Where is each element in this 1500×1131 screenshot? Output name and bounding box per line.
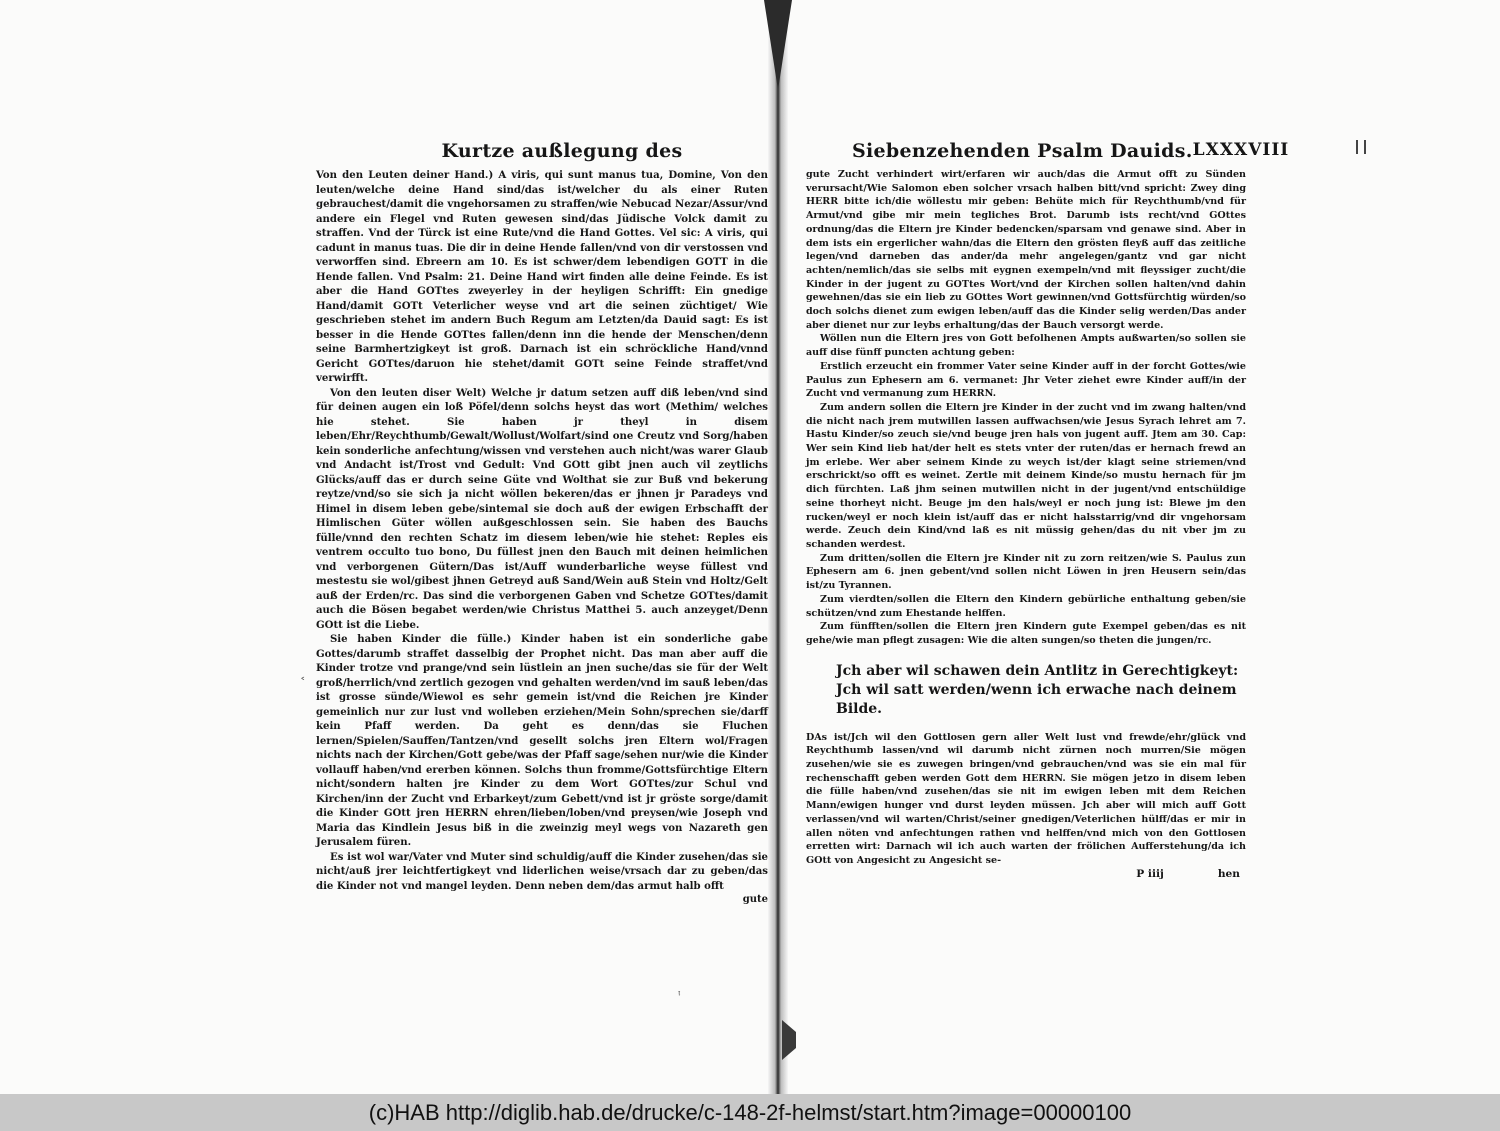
right-page [806,140,1290,880]
left-paragraph: Sie haben Kinder die fülle.) Kinder haben ist ein sonderliche gabe Gottes/darumb straffet dasselbig der Prophet nicht. Das man aber auff die Kinder trotze vnd prange/vnd sein lüstlein an jnen suche/das sie für der Welt groß/herrlich/vnd zertlich gezogen vnd gehalten werden/vnd im sauß leben/das ist grosse sünde/Wiewol es sehr gemein ist/vnd die Reichen jre Kinder gemeinlich nur zur lust vnd wolleben erziehen/Mein Sohn/sprechen sie/darff kein Pfaff werden. Da geht es denn/das sie Fluchen lernen/Spielen/Sauffen/Tantzen/vnd gesellt solchs jren Eltern wol/Fragen nichts nach der Kirchen/Gott gebe/was der Pfaff sage/sehen nur/wie die Kinder vollauff haben/vnd ererben können. Solchs thun fromme/Gottsfürchtige Eltern nicht/sondern halten jre Kinder zu dem Wort GOTtes/zur Schul vnd Kirchen/inn der Zucht vnd Erbarkeyt/zum Gebett/vnd ist jr gröste sorge/damit die Kinder GOtt jren HERRN ehren/lieben/loben/vnd preysen/wie Joseph vnd Maria das Kindlein Jesus biß in die zweinzig meyl wegs von Nazareth gen Jerusalem füren. [316,633,768,848]
right-paragraph: Erstlich erzeucht ein frommer Vater seine Kinder auff in der forcht Gottes/wie Paulus zun Ephesern am 6. vermanet: Jhr Veter ziehet ewre Kinder auff/in der Zucht vnd vermanung zum HERRN. [806,360,1246,400]
left-running-head: Kurtze außlegung des [441,140,683,162]
verse-commentary: DAs ist/Jch wil den Gottlosen gern aller Welt lust vnd frewde/ehr/glück vnd Reychthumb lassen/vnd wil darumb nicht zürnen noch murren/Sie mögen zusehen/wie sie es zuwegen bringen/vnd gebrauchen/vnd was sie ein mal für rechenschafft geben werden Gott dem HERRN. Sie mögen jetzo in disem leben die fülle haben/vnd zusehen/das sie nit im ewigen leben mit dem Reichen Mann/ewigen hunger vnd durst leyden müssen. Jch aber will mich auff Gott verlassen/vnd wil warten/Christ/seiner gnedigen/Veterlichen hülff/das er mir in allen nöten vnd anfechtungen rathen vnd helffen/vnd mich von den Gottlosen erretten wirt: Darnach wil ich auch warten der frölichen Aufferstehung/da ich GOtt von Angesicht zu Angesicht se- [806,731,1246,866]
left-page-body [316,168,768,893]
left-paragraph: Es ist wol war/Vater vnd Muter sind schuldig/auff die Kinder zusehen/das sie nicht/auß jrer leichtfertigkeyt vnd liderlichen weise/vrsach dar zu geben/das die Kinder not vnd mangel leyden. Denn neben dem/das armut halb offt [316,850,768,892]
gutter-shadow-top [764,0,792,90]
right-catchword: hen [1217,867,1240,880]
right-paragraph: Wöllen nun die Eltern jres von Gott befolhenen Ampts außwarten/so sollen sie auff dise fünff puncten achtung geben: [806,333,1246,359]
right-paragraph: Zum dritten/sollen die Eltern jre Kinder nit zu zorn reitzen/wie S. Paulus zun Ephesern am 6. jnen gebent/vnd sollen nicht Löwen in jren Heusern sein/das ist/zu Tyrannen. [806,552,1246,592]
folio-number: LXXXVIII [1192,140,1290,160]
footer-credit-link[interactable]: (c)HAB http://diglib.hab.de/drucke/c-148-2f-helmst/start.htm?image=00000100 [368,1100,1132,1125]
left-paragraph: Von den Leuten deiner Hand.) A viris, qui sunt manus tua, Domine, Von den leuten/welche deine Hand sind/das ist/welcher du als einer Ruten gebrauchest/damit die vngehorsamen zu straffen/wie Nebucad Nezar/Assur/vnd andere ein Flegel vnd Ruten gewesen sind/das Jüdische Volck damit zu straffen. Vnd der Türck ist eine Rute/vnd die Hand Gottes. Vel sic: A viris, qui cadunt in manus tuas. Die dir in deine Hende fallen/vnd von dir verstossen vnd verworffen sind. Ebreern am 10. Es ist schwer/dem lebendigen GOTT in die Hende fallen. Vnd Psalm: 21. Deine Hand wirt finden alle deine Feinde. Es ist aber die Hand GOTtes zweyerley in der heyligen Schrifft: Ein gnedige Hand/damit GOTt Veterlicher weyse vnd art die seinen züchtiget/ Wie geschrieben stehet im andern Buch Regum am Letzten/da Dauid sagt: Es ist besser in die Hende GOTtes fallen/denn inn die hende der Menschen/denn seine Barmhertzigkeyt ist groß. Darnach ist ein schröckliche Hand/vnnd Gericht GOTtes/daruon hie stehet/damit GOTt seine Feinde straffet/vnd verwirfft. [316,169,768,384]
right-running-head [806,140,1290,168]
right-paragraph: Zum vierdten/sollen die Eltern den Kindern gebürliche enthaltung geben/sie schützen/vnd zum Ehestande helffen. [806,593,1246,619]
left-page [316,140,768,905]
verse-commentary-body [806,731,1246,868]
right-page-body [806,168,1246,648]
psalm-verse: Jch aber wil schawen dein Antlitz in Gerechtigkeyt: Jch wil satt werden/wenn ich erwache nach deinem Bilde. [836,662,1239,717]
right-paragraph: Zum andern sollen die Eltern jre Kinder in der zucht vnd im zwang halten/vnd die nicht nach jrem mutwillen lassen auffwachsen/wie Jesus Syrach lehret am 7. Hastu Kinder/so zeuch sie/vnd beuge jren hals von jugent auff. Jtem am 30. Cap: Wer sein Kind lieb hat/der helt es stets vnter der ruten/das er hernach frewd an jm erlebe. Wer aber seinem Kinde zu weych ist/der klagt seine striemen/vnd erschrickt/so offt es weinet. Zertle mit deinem Kinde/so mustu hernach für jm dich fürchten. Laß jhm seinen mutwillen nicht in der jugent/vnd entschüldige seine thorheyt nicht. Beuge jm den hals/weyl er noch jung ist: Blewe jm den rucken/weyl er noch klein ist/auff das er nicht halsstarrig/vnd dir vngehorsam werde. Zeuch dein Kind/vnd laß es nit müssig gehen/das du nit vber jm zu schanden werdest. [806,401,1246,550]
left-catchword: gute [742,894,768,905]
book-gutter [768,0,788,1094]
stray-mark: ˂ [300,676,306,689]
left-paragraph: Von den leuten diser Welt) Welche jr datum setzen auff diß leben/vnd sind für deinen augen ein loß Pöfel/denn solchs heyst das wort (Methim/ welches hie stehet. Sie haben jr theyl in disem leben/Ehr/Reychthumb/Gewalt/Wollust/Wolfart/sind one Creutz vnd Sorg/haben kein sonderliche anfechtung/wissen vnd verstehen auch nicht/was warer Glaub vnd Andacht ist/Trost vnd Gedult: Vnd GOtt gibt jnen auch vil zeytlichs Glücks/auff das er durch seine Güte vnd Wolthat sie zur Buß vnd bekerung reytze/vnd/so sie sich ja nicht wöllen bekeren/das er jhnen jr Paradeys vnd Himel in disem leben gebe/sintemal sie doch auß der ewigen Erbschafft der Himlischen Güter wöllen außgeschlossen sein. Sie haben des Bauchs fülle/vnnd den rechten Schatz im diesem leben/wie hie stehet: Reples eis ventrem occulto tuo bono, Du füllest jnen den Bauch mit deinen heimlichen vnd verborgenen Gütern/Das ist/Auff wunderbarliche weyse füllest vnd mestestu sie wol/gibest jhnen Getreyd auß Sand/Wein auß Stein vnd Holtz/Gelt auß der Erden/rc. Das sind die verborgenen Gaben vnd Schetze GOTtes/damit auch die Bösen begabet werden/wie Christus Matthei 5. auch anzeyget/Denn GOtt ist die Liebe. [316,386,768,631]
signature-line [806,868,1246,880]
copyright-footer [0,1094,1500,1131]
right-running-head-title: Siebenzehenden Psalm Dauids. [852,140,1193,162]
right-paragraph: Zum fünfften/sollen die Eltern jren Kindern gute Exempel geben/das es nit gehe/wie man pflegt zusagen: Wie die alten sungen/so theten die jungen/rc. [806,621,1246,646]
stray-mark: ᵎ [678,988,680,1001]
right-paragraph: gute Zucht verhindert wirt/erfaren wir auch/das die Armut offt zu Sünden verursacht/Wie Salomon eben solcher vrsach halben bitt/vnd spricht: Zwey ding HERR bitte ich/die wöllestu mir geben: Behüte mich für Reychthumb/vnd für Armut/vnd gibe mir mein tegliches Brot. Darumb ists recht/vnd GOttes ordnung/das die Eltern jre Kinder bedencken/sparsam vnd genawe sind. Aber in dem ists ein ergerlicher wahn/das die Eltern den grösten fleyß auff das zeitliche legen/vnd darneben das ander/da mehr angelegen/gantz vnd gar nicht achten/nemlich/das sie selbs mit eygnen exempeln/vnd mit fleyssiger zucht/die Kinder in der jugent zu GOTtes Wort/vnd der Kirchen sollen halten/vnd dahin gewehnen/das sie ein lieb zu GOttes Wort gewinnen/vnd Gottsfürchtig würden/so doch solchs dienet zum ewigen leben/auff das die Kinder selig werden/Das ander aber dienet nur zur leybs erhaltung/das der Bauch versorgt werde. [806,169,1246,331]
page-edge-mark [1356,140,1366,154]
signature-mark: P iiij [1136,867,1164,880]
